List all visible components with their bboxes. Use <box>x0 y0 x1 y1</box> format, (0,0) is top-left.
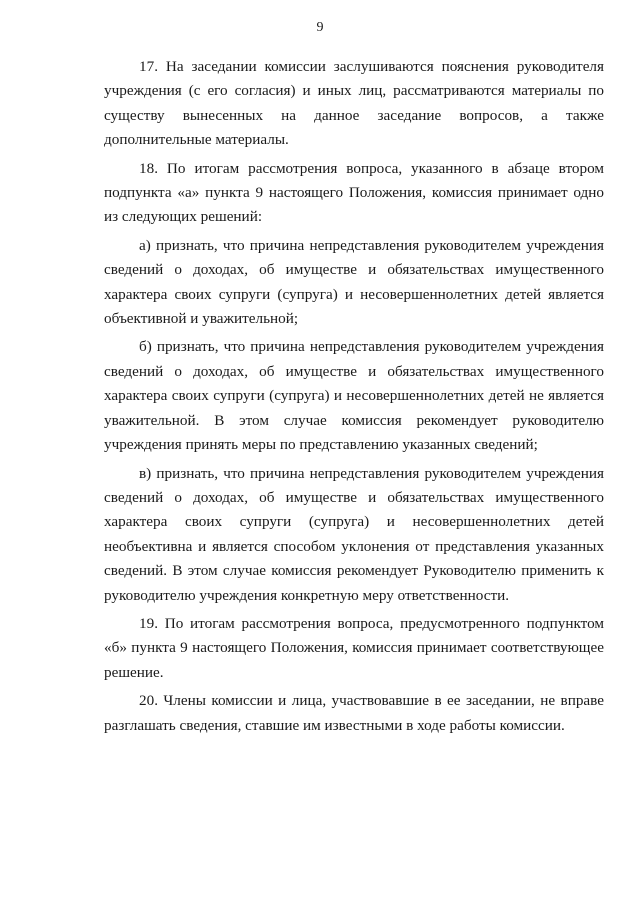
paragraph-17: 17. На заседании комиссии заслушиваются пояснения руководителя учреждения (с его согласия) и иных лиц, рассматриваются материалы по существу вынесенных на данное заседание вопросов, а также дополнительные материалы. <box>104 58 604 149</box>
paragraph-19: 19. По итогам рассмотрения вопроса, предусмотренного подпунктом «б» пункта 9 настоящего Положения, комиссия принимает соответствующее решение. <box>104 614 604 681</box>
document-body <box>104 55 604 742</box>
paragraph-18-a: а) признать, что причина непредставления руководителем учреждения сведений о доходах, об имуществе и обязательствах имущественного характера своих супруги (супруга) и несовершеннолетних детей является объективной и уважительной; <box>104 236 604 328</box>
paragraph-18: 18. По итогам рассмотрения вопроса, указанного в абзаце втором подпункта «а» пункта 9 настоящего Положения, комиссия принимает одно из следующих решений: <box>104 159 604 226</box>
paragraph-20: 20. Члены комиссии и лица, участвовавшие в ее заседании, не вправе разглашать сведения, ставшие им известными в ходе работы комиссии. <box>104 692 604 734</box>
paragraph-18-b: б) признать, что причина непредставления руководителем учреждения сведений о доходах, об имуществе и обязательствах имущественного характера своих супруги (супруга) и несовершеннолетних детей не является уважительной. В этом случае комиссия рекомендует руководителю учреждения принять меры по представлению указанных сведений; <box>104 338 604 454</box>
page-number: 9 <box>316 20 324 35</box>
paragraph-18-v: в) признать, что причина непредставления руководителем учреждения сведений о доходах, об имуществе и обязательствах имущественного характера своих супруги (супруга) и несовершеннолетних детей необъективна и является способом уклонения от представления указанных сведений. В этом случае комиссия рекомендует Руководителю применить к руководителю учреждения конкретную меру ответственности. <box>104 464 604 604</box>
